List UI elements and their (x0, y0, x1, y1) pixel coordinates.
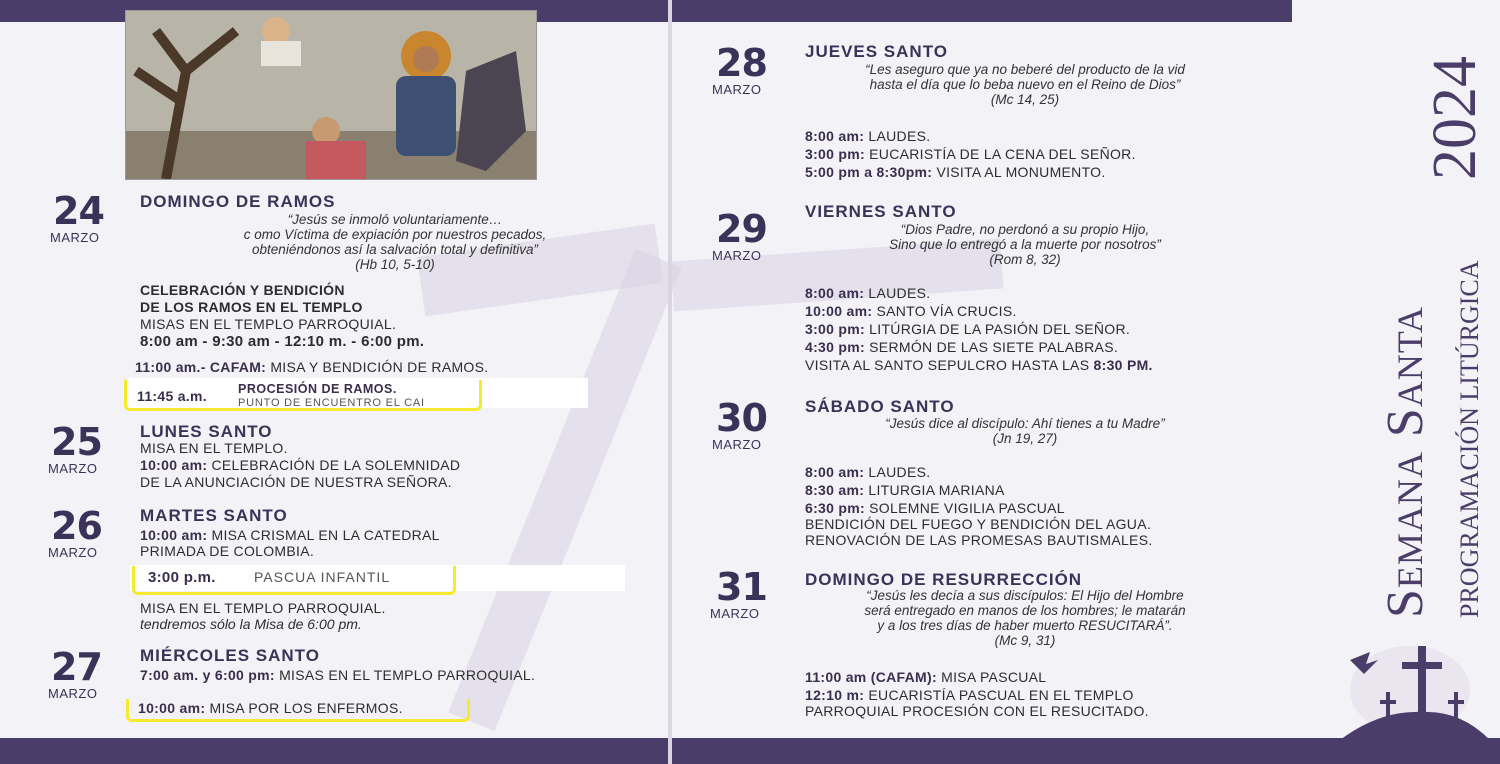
day-number: 30 (716, 396, 767, 440)
quote-line: Sino que lo entregó a la muerte por nosotros” (889, 237, 1161, 252)
bottom-bar-right (672, 738, 1500, 764)
day-title: VIERNES SANTO (805, 202, 957, 221)
day-month: MARZO (48, 686, 98, 701)
schedule-line: CELEBRACIÓN Y BENDICIÓN (140, 282, 345, 298)
time-label: 8:30 am: (805, 482, 865, 498)
highlight-mark (132, 566, 456, 595)
quote-line: (Hb 10, 5-10) (355, 257, 435, 272)
time-label: 10:00 am: (138, 700, 206, 716)
schedule-line: PRIMADA DE COLOMBIA. (140, 543, 315, 559)
schedule-text: LAUDES. (864, 128, 931, 144)
highlight-mark (124, 380, 482, 411)
schedule-line (805, 669, 1046, 686)
day-title: LUNES SANTO (140, 422, 273, 441)
side-title-semana: Semana Santa (1377, 306, 1434, 618)
time-label: 8:00 am: (805, 285, 865, 301)
day-27-block (48, 645, 102, 701)
schedule-line (135, 359, 488, 376)
brush-stroke (448, 249, 682, 731)
schedule-line (805, 482, 1005, 499)
time-label: 3:00 pm: (805, 146, 865, 162)
schedule-text: EUCARISTÍA DE LA CENA DEL SEÑOR. (864, 146, 1136, 162)
schedule-line: BENDICIÓN DEL FUEGO Y BENDICIÓN DEL AGUA. (805, 516, 1152, 532)
schedule-text: SERMÓN DE LAS SIETE PALABRAS. (864, 339, 1119, 355)
top-bar-right (672, 0, 1292, 22)
schedule-line (805, 321, 1130, 338)
time-label: 8:00 am: (805, 128, 865, 144)
schedule-text: VISITA AL SANTO SEPULCRO HASTA LAS (805, 357, 1094, 373)
quote-line: (Mc 14, 25) (990, 92, 1060, 107)
time-label: 8:30 PM. (1093, 357, 1153, 373)
day-number: 27 (51, 645, 102, 689)
day-title: JUEVES SANTO (805, 42, 949, 61)
logo (1340, 640, 1490, 740)
schedule-line (805, 464, 930, 481)
schedule-line (805, 687, 1134, 704)
day-month: MARZO (48, 545, 98, 560)
bottom-bar-left (0, 738, 668, 764)
schedule-text: CELEBRACIÓN DE LA SOLEMNIDAD (207, 457, 461, 473)
day-24-block (50, 189, 104, 245)
schedule-line: MISA EN EL TEMPLO. (140, 440, 288, 456)
day-quote (815, 416, 1235, 446)
time-label: 10:00 am: (140, 457, 208, 473)
schedule-text: MISAS EN EL TEMPLO PARROQUIAL. (274, 667, 536, 683)
schedule-line (805, 303, 1017, 320)
day-month: MARZO (712, 437, 762, 452)
day-29-block (712, 207, 767, 263)
day-title: SÁBADO SANTO (805, 397, 955, 416)
quote-line: “Les aseguro que ya no beberé del producto de la vid (865, 62, 1185, 77)
quote-line: (Rom 8, 32) (989, 252, 1061, 267)
quote-line: obteniéndonos así la salvación total y definitiva” (252, 242, 538, 257)
schedule-text: MISA CRISMAL EN LA CATEDRAL (207, 527, 440, 543)
day-number: 24 (53, 189, 104, 233)
time-label: 11:00 am (CAFAM): (805, 669, 937, 685)
time-label: 6:30 pm: (805, 500, 865, 516)
day-number: 29 (716, 207, 767, 251)
day-title: DOMINGO DE RAMOS (140, 192, 336, 211)
day-month: MARZO (710, 606, 760, 621)
schedule-line: MISA EN EL TEMPLO PARROQUIAL. (140, 600, 386, 616)
schedule-text: SANTO VÍA CRUCIS. (872, 303, 1017, 319)
schedule-text: VISITA AL MONUMENTO. (932, 164, 1106, 180)
side-title-sub: PROGRAMACIÓN LITÚRGICA (1455, 260, 1484, 618)
day-quote (815, 62, 1235, 107)
time-label: 7:00 am. y 6:00 pm: (140, 667, 275, 683)
schedule-line (805, 285, 930, 302)
quote-line: y a los tres días de haber muerto RESUCITARÁ”. (877, 618, 1173, 633)
day-month: MARZO (712, 82, 762, 97)
side-title-year: 2024 (1421, 56, 1489, 180)
schedule-text: SOLEMNE VIGILIA PASCUAL (864, 500, 1065, 516)
day-number: 28 (716, 41, 767, 85)
schedule-line (805, 128, 930, 145)
time-label: 4:30 pm: (805, 339, 865, 355)
quote-line: será entregado en manos de los hombres; le matarán (864, 603, 1186, 618)
quote-line: “Jesús les decía a sus discípulos: El Hijo del Hombre (866, 588, 1184, 603)
day-number: 31 (716, 565, 767, 609)
time-label: 10:00 am: (140, 527, 208, 543)
day-title: MIÉRCOLES SANTO (140, 646, 320, 665)
time-label: 11:00 am.- CAFAM: (135, 359, 267, 375)
time-label: 11:45 a.m. (137, 388, 207, 404)
time-label: 3:00 p.m. (148, 569, 216, 586)
quote-line: hasta el día que lo beba nuevo en el Reino de Dios” (869, 77, 1181, 92)
quote-line: c omo Víctima de expiación por nuestros pecados, (243, 227, 547, 242)
schedule-line (805, 500, 1065, 517)
page-fold (668, 0, 672, 764)
time-label: 12:10 m: (805, 687, 865, 703)
day-title: DOMINGO DE RESURRECCIÓN (805, 570, 1083, 589)
schedule-line: DE LOS RAMOS EN EL TEMPLO (140, 299, 363, 315)
day-30-block (712, 396, 767, 452)
day-month: MARZO (48, 461, 98, 476)
day-month: MARZO (712, 248, 762, 263)
schedule-text: LAUDES. (864, 464, 931, 480)
quote-line: “Jesús se inmoló voluntariamente… (287, 212, 503, 227)
time-label: 3:00 pm: (805, 321, 865, 337)
schedule-line (805, 339, 1118, 356)
day-31-block (710, 565, 767, 621)
schedule-line (140, 527, 440, 544)
schedule-line: PASCUA INFANTIL (254, 569, 391, 585)
day-title: MARTES SANTO (140, 506, 288, 525)
quote-line: “Dios Padre, no perdonó a su propio Hijo, (900, 222, 1150, 237)
schedule-line: RENOVACIÓN DE LAS PROMESAS BAUTISMALES. (805, 532, 1153, 548)
day-number: 25 (51, 420, 102, 464)
schedule-text: LITURGIA MARIANA (864, 482, 1005, 498)
mosaic-image (125, 10, 537, 180)
highlight-mark (126, 699, 470, 722)
schedule-line: DE LA ANUNCIACIÓN DE NUESTRA SEÑORA. (140, 474, 452, 490)
quote-line: (Jn 19, 27) (992, 431, 1058, 446)
quote-line: (Mc 9, 31) (994, 633, 1056, 648)
time-label: 8:00 am: (805, 464, 865, 480)
schedule-text: MISA Y BENDICIÓN DE RAMOS. (266, 359, 489, 375)
schedule-line: PARROQUIAL PROCESIÓN CON EL RESUCITADO. (805, 703, 1149, 719)
day-26-block (48, 504, 102, 560)
schedule-text: MISA POR LOS ENFERMOS. (205, 700, 403, 716)
schedule-line (805, 164, 1106, 181)
day-25-block (48, 420, 102, 476)
schedule-line (140, 667, 535, 684)
schedule-text: MISA PASCUAL (936, 669, 1047, 685)
schedule-line: PUNTO DE ENCUENTRO EL CAI (238, 397, 425, 409)
schedule-text: LAUDES. (864, 285, 931, 301)
day-28-block (712, 41, 767, 97)
day-month: MARZO (50, 230, 100, 245)
day-quote (815, 222, 1235, 267)
schedule-line (140, 457, 460, 474)
schedule-line (805, 357, 1153, 374)
quote-line: “Jesús dice al discípulo: Ahí tienes a tu Madre” (885, 416, 1165, 431)
day-quote (805, 588, 1245, 648)
schedule-text: EUCARISTÍA PASCUAL EN EL TEMPLO (864, 687, 1134, 703)
time-label: 5:00 pm a 8:30pm: (805, 164, 933, 180)
schedule-line (805, 146, 1136, 163)
day-quote (180, 212, 610, 272)
schedule-line: MISAS EN EL TEMPLO PARROQUIAL. (140, 316, 397, 332)
schedule-line: 8:00 am - 9:30 am - 12:10 m. - 6:00 pm. (140, 333, 425, 350)
time-label: 10:00 am: (805, 303, 873, 319)
day-number: 26 (51, 504, 102, 548)
schedule-text: LITÚRGIA DE LA PASIÓN DEL SEÑOR. (864, 321, 1131, 337)
schedule-line: tendremos sólo la Misa de 6:00 pm. (140, 616, 362, 632)
schedule-line: PROCESIÓN DE RAMOS. (238, 382, 397, 396)
